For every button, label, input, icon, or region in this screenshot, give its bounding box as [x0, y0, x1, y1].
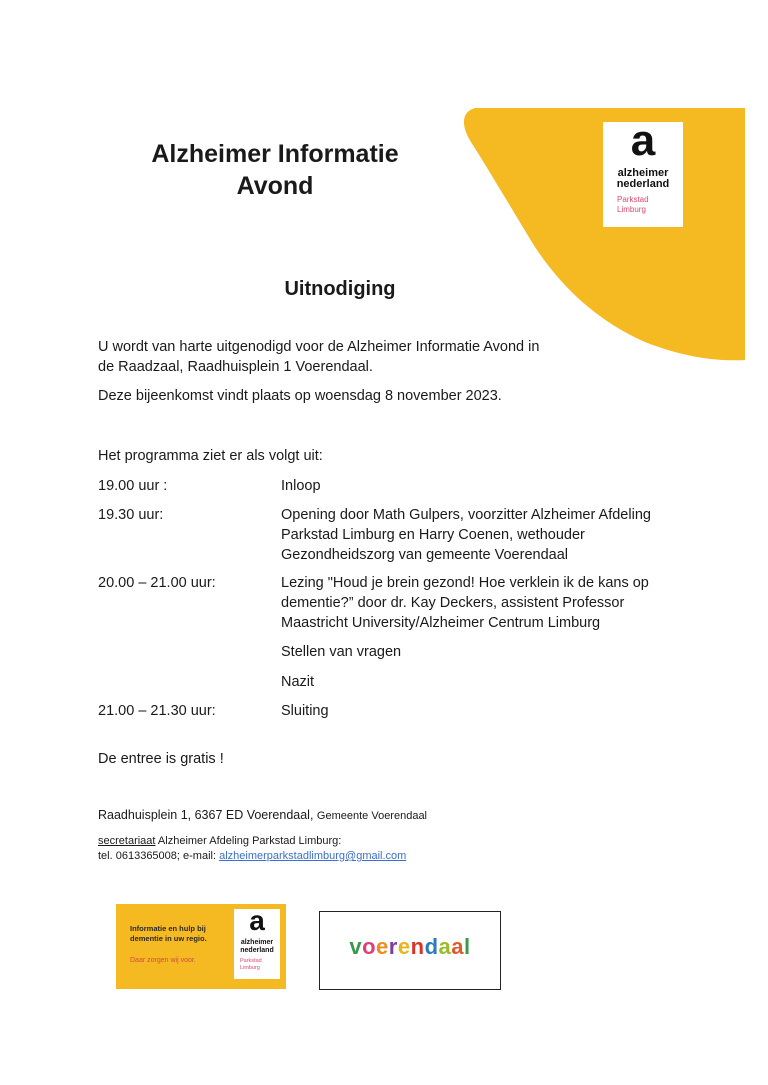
- wordmark-letter: a: [451, 934, 465, 959]
- address: Raadhuisplein 1, 6367 ED Voerendaal, Gemeente Voerendaal: [98, 808, 428, 822]
- voerendaal-wordmark: [320, 934, 500, 960]
- banner-logo-mark: a: [249, 905, 265, 936]
- alzheimer-nederland-logo: [603, 116, 683, 227]
- program-time: 21.00 – 21.30 uur:: [98, 703, 216, 719]
- wordmark-letter: e: [376, 934, 389, 959]
- program-time: 20.00 – 21.00 uur:: [98, 575, 216, 591]
- logo-name: alzheimer nederland: [616, 167, 670, 190]
- logo-subtitle: Parkstad Limburg: [617, 195, 649, 214]
- wordmark-letter: r: [388, 934, 398, 959]
- banner-logo: [234, 905, 280, 979]
- title-line-1: Alzheimer Informatie: [151, 140, 399, 168]
- alzheimer-banner: [116, 904, 286, 989]
- wordmark-letter: d: [424, 934, 439, 959]
- program-desc: Nazit: [281, 674, 315, 690]
- program-desc: Lezing "Houd je brein gezond! Hoe verklein ik de kans op dementie?” door dr. Kay Deckers, assistent Professor Maastricht University/Alzheimer Centrum Limburg: [281, 575, 649, 631]
- program-time: 19.00 uur :: [98, 478, 168, 494]
- program-desc: Stellen van vragen: [281, 644, 402, 660]
- contact-line: tel. 0613365008; e-mail: alzheimerparkstadlimburg@gmail.com: [98, 850, 407, 862]
- decorative-yellow-shape: [455, 104, 745, 364]
- logo-a-mark: a: [630, 116, 656, 165]
- voerendaal-logo-box: [319, 911, 501, 990]
- secretariat-line: secretariaat Alzheimer Afdeling Parkstad Limburg:: [98, 835, 342, 847]
- wordmark-letter: v: [349, 934, 363, 959]
- entrance-note: De entree is gratis !: [98, 751, 224, 767]
- wordmark-letter: l: [464, 934, 471, 959]
- title-line-2: Avond: [236, 172, 314, 200]
- program-time: 19.30 uur:: [98, 507, 164, 523]
- wordmark-letter: e: [397, 934, 411, 959]
- wordmark-letter: o: [362, 934, 377, 959]
- date-line: Deze bijeenkomst vindt plaats op woensdag 8 november 2023.: [98, 388, 502, 404]
- banner-text: Informatie en hulp bij dementie in uw regio.: [130, 924, 207, 943]
- wordmark-letter: n: [410, 934, 425, 959]
- program-desc: Sluiting: [281, 703, 329, 719]
- section-heading: Uitnodiging: [284, 278, 396, 300]
- intro-line-2: de Raadzaal, Raadhuisplein 1 Voerendaal.: [98, 359, 373, 375]
- wordmark-letter: a: [438, 934, 452, 959]
- banner-tagline: Daar zorgen wij voor.: [130, 957, 196, 964]
- page-title: [100, 138, 450, 202]
- program-desc: Opening door Math Gulpers, voorzitter Alzheimer Afdeling Parkstad Limburg en Harry Coenen, wethouder Gezondheidszorg van gemeente Voerendaal: [281, 507, 651, 563]
- banner-logo-name: alzheimer nederland: [240, 939, 274, 954]
- email-link[interactable]: alzheimerparkstadlimburg@gmail.com: [219, 850, 407, 862]
- intro-line-1: U wordt van harte uitgenodigd voor de Alzheimer Informatie Avond in: [98, 339, 540, 355]
- program-desc: Inloop: [281, 478, 321, 494]
- program-heading: Het programma ziet er als volgt uit:: [98, 448, 323, 464]
- banner-logo-sub: Parkstad Limburg: [240, 958, 262, 971]
